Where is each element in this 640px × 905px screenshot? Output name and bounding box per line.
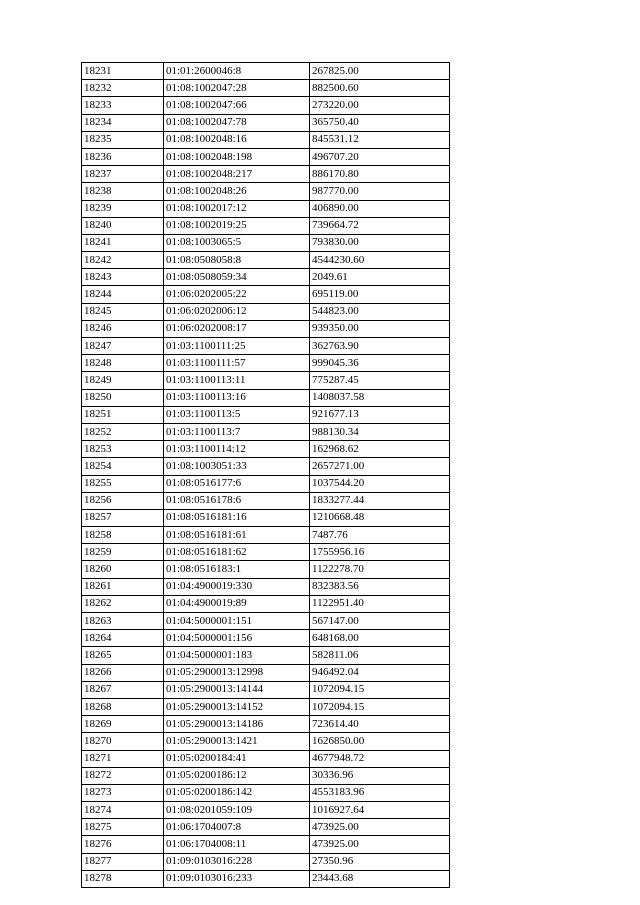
cadastral-number-cell: 01:05:0200186:142 <box>164 784 310 801</box>
cadastral-number-cell: 01:01:2600046:8 <box>164 63 310 80</box>
cadastral-number-cell: 01:03:1100113:16 <box>164 389 310 406</box>
row-number-cell: 18260 <box>82 561 164 578</box>
value-cell: 882500.60 <box>310 80 450 97</box>
table-row <box>82 836 450 853</box>
table-row <box>82 509 450 526</box>
value-cell: 886170.80 <box>310 166 450 183</box>
row-number-cell: 18265 <box>82 647 164 664</box>
table-row <box>82 63 450 80</box>
document-page <box>81 62 450 888</box>
cadastral-number-cell: 01:06:1704007:8 <box>164 819 310 836</box>
table-row <box>82 406 450 423</box>
table-row <box>82 475 450 492</box>
table-row <box>82 681 450 698</box>
table-row <box>82 647 450 664</box>
table-row <box>82 767 450 784</box>
row-number-cell: 18267 <box>82 681 164 698</box>
table-row <box>82 166 450 183</box>
table-row <box>82 613 450 630</box>
cadastral-number-cell: 01:05:2900013:12998 <box>164 664 310 681</box>
row-number-cell: 18264 <box>82 630 164 647</box>
table-row <box>82 286 450 303</box>
row-number-cell: 18238 <box>82 183 164 200</box>
row-number-cell: 18269 <box>82 716 164 733</box>
value-cell: 775287.45 <box>310 372 450 389</box>
table-row <box>82 269 450 286</box>
row-number-cell: 18263 <box>82 613 164 630</box>
cadastral-number-cell: 01:04:5000001:151 <box>164 613 310 630</box>
row-number-cell: 18231 <box>82 63 164 80</box>
table-row <box>82 578 450 595</box>
value-cell: 1626850.00 <box>310 733 450 750</box>
table-row <box>82 338 450 355</box>
cadastral-number-cell: 01:08:1002048:16 <box>164 131 310 148</box>
cadastral-number-cell: 01:08:1002019:25 <box>164 217 310 234</box>
cadastral-number-cell: 01:06:0202008:17 <box>164 320 310 337</box>
cadastral-number-cell: 01:05:0200184:41 <box>164 750 310 767</box>
row-number-cell: 18277 <box>82 853 164 870</box>
cadastral-number-cell: 01:03:1100111:25 <box>164 338 310 355</box>
cadastral-number-cell: 01:08:1002048:26 <box>164 183 310 200</box>
value-cell: 273220.00 <box>310 97 450 114</box>
row-number-cell: 18240 <box>82 217 164 234</box>
value-cell: 987770.00 <box>310 183 450 200</box>
cadastral-number-cell: 01:04:5000001:183 <box>164 647 310 664</box>
value-cell: 939350.00 <box>310 320 450 337</box>
row-number-cell: 18272 <box>82 767 164 784</box>
cadastral-number-cell: 01:09:0103016:233 <box>164 870 310 887</box>
table-row <box>82 320 450 337</box>
row-number-cell: 18270 <box>82 733 164 750</box>
cadastral-number-cell: 01:09:0103016:228 <box>164 853 310 870</box>
table-row <box>82 458 450 475</box>
cadastral-number-cell: 01:08:1003051:33 <box>164 458 310 475</box>
cadastral-number-cell: 01:08:0201059:109 <box>164 802 310 819</box>
row-number-cell: 18252 <box>82 423 164 440</box>
value-cell: 1210668.48 <box>310 509 450 526</box>
cadastral-number-cell: 01:03:1100113:11 <box>164 372 310 389</box>
value-cell: 648168.00 <box>310 630 450 647</box>
cadastral-number-cell: 01:05:2900013:1421 <box>164 733 310 750</box>
table-row <box>82 252 450 269</box>
table-row <box>82 870 450 887</box>
row-number-cell: 18235 <box>82 131 164 148</box>
value-cell: 23443.68 <box>310 870 450 887</box>
row-number-cell: 18245 <box>82 303 164 320</box>
value-cell: 1072094.15 <box>310 681 450 698</box>
value-cell: 365750.40 <box>310 114 450 131</box>
table-row <box>82 80 450 97</box>
cadastral-number-cell: 01:08:0516181:61 <box>164 527 310 544</box>
row-number-cell: 18251 <box>82 406 164 423</box>
row-number-cell: 18241 <box>82 234 164 251</box>
value-cell: 582811.06 <box>310 647 450 664</box>
value-cell: 267825.00 <box>310 63 450 80</box>
value-cell: 544823.00 <box>310 303 450 320</box>
row-number-cell: 18249 <box>82 372 164 389</box>
table-row <box>82 423 450 440</box>
cadastral-number-cell: 01:08:1002047:28 <box>164 80 310 97</box>
cadastral-number-cell: 01:06:0202006:12 <box>164 303 310 320</box>
table-row <box>82 183 450 200</box>
value-cell: 845531.12 <box>310 131 450 148</box>
records-table <box>81 62 450 888</box>
value-cell: 1408037.58 <box>310 389 450 406</box>
table-row <box>82 819 450 836</box>
table-row <box>82 303 450 320</box>
value-cell: 567147.00 <box>310 613 450 630</box>
table-row <box>82 630 450 647</box>
cadastral-number-cell: 01:05:2900013:14144 <box>164 681 310 698</box>
row-number-cell: 18276 <box>82 836 164 853</box>
table-row <box>82 389 450 406</box>
cadastral-number-cell: 01:06:1704008:11 <box>164 836 310 853</box>
value-cell: 1755956.16 <box>310 544 450 561</box>
row-number-cell: 18253 <box>82 441 164 458</box>
table-row <box>82 355 450 372</box>
table-row <box>82 716 450 733</box>
cadastral-number-cell: 01:05:0200186:12 <box>164 767 310 784</box>
cadastral-number-cell: 01:08:1002047:78 <box>164 114 310 131</box>
table-row <box>82 200 450 217</box>
value-cell: 739664.72 <box>310 217 450 234</box>
table-row <box>82 97 450 114</box>
cadastral-number-cell: 01:04:4900019:330 <box>164 578 310 595</box>
table-row <box>82 664 450 681</box>
table-row <box>82 527 450 544</box>
table-row <box>82 492 450 509</box>
cadastral-number-cell: 01:05:2900013:14186 <box>164 716 310 733</box>
row-number-cell: 18274 <box>82 802 164 819</box>
cadastral-number-cell: 01:08:1002048:198 <box>164 148 310 165</box>
row-number-cell: 18233 <box>82 97 164 114</box>
table-row <box>82 784 450 801</box>
row-number-cell: 18248 <box>82 355 164 372</box>
value-cell: 946492.04 <box>310 664 450 681</box>
table-row <box>82 372 450 389</box>
value-cell: 1833277.44 <box>310 492 450 509</box>
row-number-cell: 18246 <box>82 320 164 337</box>
cadastral-number-cell: 01:08:0508059:34 <box>164 269 310 286</box>
table-row <box>82 148 450 165</box>
table-row <box>82 131 450 148</box>
value-cell: 988130.34 <box>310 423 450 440</box>
value-cell: 27350.96 <box>310 853 450 870</box>
table-row <box>82 561 450 578</box>
row-number-cell: 18256 <box>82 492 164 509</box>
table-row <box>82 698 450 715</box>
table-row <box>82 853 450 870</box>
table-row <box>82 733 450 750</box>
row-number-cell: 18268 <box>82 698 164 715</box>
records-table-body <box>82 63 450 888</box>
value-cell: 832383.56 <box>310 578 450 595</box>
cadastral-number-cell: 01:03:1100113:5 <box>164 406 310 423</box>
cadastral-number-cell: 01:05:2900013:14152 <box>164 698 310 715</box>
value-cell: 473925.00 <box>310 819 450 836</box>
value-cell: 4553183.96 <box>310 784 450 801</box>
value-cell: 4677948.72 <box>310 750 450 767</box>
cadastral-number-cell: 01:03:1100111:57 <box>164 355 310 372</box>
cadastral-number-cell: 01:04:5000001:156 <box>164 630 310 647</box>
value-cell: 4544230.60 <box>310 252 450 269</box>
value-cell: 473925.00 <box>310 836 450 853</box>
cadastral-number-cell: 01:08:1002017:12 <box>164 200 310 217</box>
row-number-cell: 18278 <box>82 870 164 887</box>
table-row <box>82 114 450 131</box>
cadastral-number-cell: 01:06:0202005:22 <box>164 286 310 303</box>
value-cell: 723614.40 <box>310 716 450 733</box>
value-cell: 496707.20 <box>310 148 450 165</box>
cadastral-number-cell: 01:08:1003065:5 <box>164 234 310 251</box>
row-number-cell: 18250 <box>82 389 164 406</box>
row-number-cell: 18234 <box>82 114 164 131</box>
row-number-cell: 18255 <box>82 475 164 492</box>
row-number-cell: 18237 <box>82 166 164 183</box>
cadastral-number-cell: 01:03:1100114:12 <box>164 441 310 458</box>
cadastral-number-cell: 01:03:1100113:7 <box>164 423 310 440</box>
value-cell: 999045.36 <box>310 355 450 372</box>
cadastral-number-cell: 01:08:0508058:8 <box>164 252 310 269</box>
value-cell: 921677.13 <box>310 406 450 423</box>
value-cell: 7487.76 <box>310 527 450 544</box>
table-row <box>82 217 450 234</box>
value-cell: 695119.00 <box>310 286 450 303</box>
row-number-cell: 18247 <box>82 338 164 355</box>
table-row <box>82 802 450 819</box>
value-cell: 2049.61 <box>310 269 450 286</box>
value-cell: 162968.62 <box>310 441 450 458</box>
row-number-cell: 18262 <box>82 595 164 612</box>
row-number-cell: 18242 <box>82 252 164 269</box>
value-cell: 1037544.20 <box>310 475 450 492</box>
row-number-cell: 18261 <box>82 578 164 595</box>
cadastral-number-cell: 01:08:0516178:6 <box>164 492 310 509</box>
table-row <box>82 750 450 767</box>
table-row <box>82 544 450 561</box>
row-number-cell: 18273 <box>82 784 164 801</box>
row-number-cell: 18236 <box>82 148 164 165</box>
value-cell: 30336.96 <box>310 767 450 784</box>
row-number-cell: 18259 <box>82 544 164 561</box>
table-row <box>82 595 450 612</box>
cadastral-number-cell: 01:08:1002048:217 <box>164 166 310 183</box>
value-cell: 1016927.64 <box>310 802 450 819</box>
cadastral-number-cell: 01:08:0516183:1 <box>164 561 310 578</box>
cadastral-number-cell: 01:08:1002047:66 <box>164 97 310 114</box>
row-number-cell: 18257 <box>82 509 164 526</box>
value-cell: 1122278.70 <box>310 561 450 578</box>
row-number-cell: 18239 <box>82 200 164 217</box>
row-number-cell: 18244 <box>82 286 164 303</box>
table-row <box>82 441 450 458</box>
row-number-cell: 18254 <box>82 458 164 475</box>
cadastral-number-cell: 01:08:0516181:62 <box>164 544 310 561</box>
value-cell: 1122951.40 <box>310 595 450 612</box>
value-cell: 2657271.00 <box>310 458 450 475</box>
value-cell: 1072094.15 <box>310 698 450 715</box>
cadastral-number-cell: 01:04:4900019:89 <box>164 595 310 612</box>
cadastral-number-cell: 01:08:0516181:16 <box>164 509 310 526</box>
value-cell: 362763.90 <box>310 338 450 355</box>
row-number-cell: 18266 <box>82 664 164 681</box>
cadastral-number-cell: 01:08:0516177:6 <box>164 475 310 492</box>
row-number-cell: 18232 <box>82 80 164 97</box>
table-row <box>82 234 450 251</box>
row-number-cell: 18243 <box>82 269 164 286</box>
row-number-cell: 18275 <box>82 819 164 836</box>
value-cell: 793830.00 <box>310 234 450 251</box>
value-cell: 406890.00 <box>310 200 450 217</box>
row-number-cell: 18271 <box>82 750 164 767</box>
row-number-cell: 18258 <box>82 527 164 544</box>
